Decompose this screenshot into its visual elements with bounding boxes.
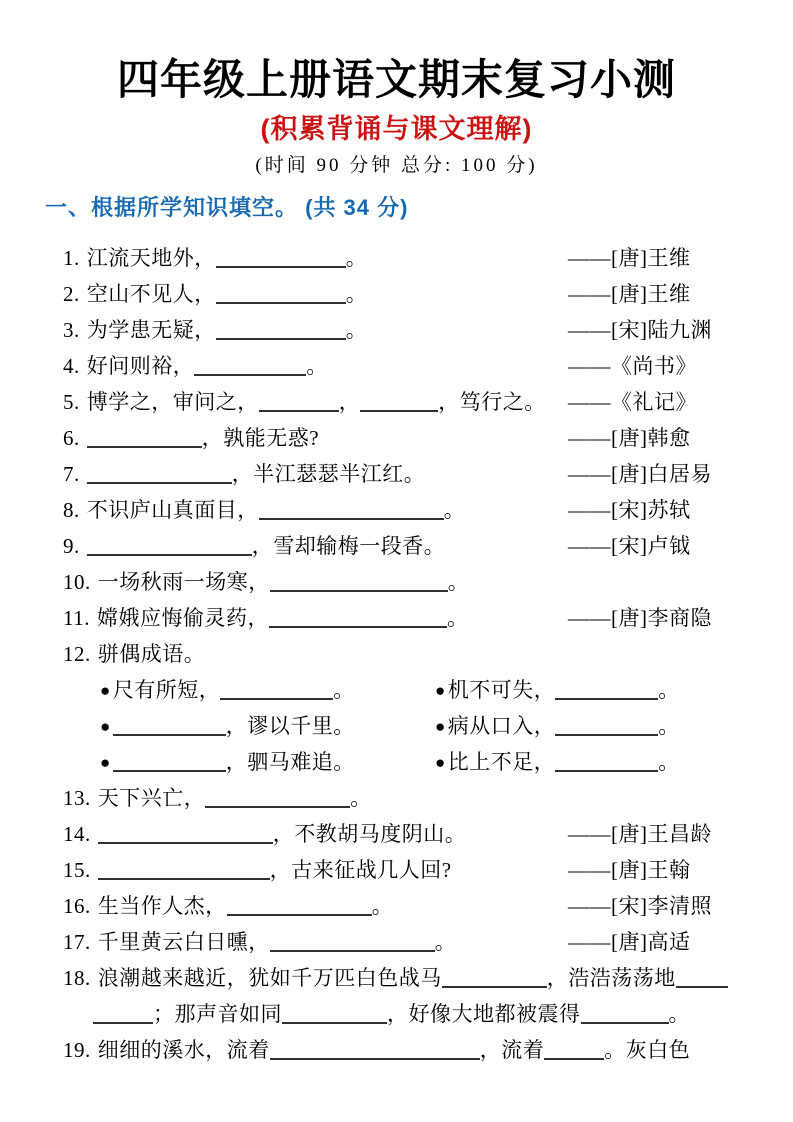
question-number: 5. <box>63 390 80 415</box>
question-number: 13. <box>63 786 91 811</box>
question-text: 。 <box>434 930 457 955</box>
question-row <box>63 348 755 384</box>
answer-blank <box>216 288 346 304</box>
question-row <box>63 492 755 528</box>
answer-blank <box>270 1044 480 1060</box>
bullet-item-left <box>100 744 435 781</box>
answer-blank <box>87 540 252 556</box>
question-author: ——[唐]白居易 <box>568 462 712 487</box>
question-text: 江流天地外， <box>86 246 216 271</box>
question-author: ——[唐]高适 <box>568 930 691 955</box>
question-number: 2. <box>63 282 80 307</box>
question-text: 细细的溪水，流着 <box>97 1038 270 1063</box>
question-row <box>63 816 755 852</box>
question-row <box>63 240 755 276</box>
question-number: 12. <box>63 642 91 667</box>
question-number: 9. <box>63 534 80 559</box>
answer-blank <box>269 612 447 628</box>
question-text: 。 <box>658 714 680 739</box>
question-text: 。 <box>668 1002 690 1027</box>
question-text: 骈偶成语。 <box>97 642 206 667</box>
bullet-item-right <box>435 672 680 709</box>
question-row <box>63 888 755 924</box>
question-text: 。 <box>333 678 355 703</box>
question-text: 。 <box>350 786 372 811</box>
question-text: 为学患无疑， <box>86 318 216 343</box>
answer-blank <box>676 972 728 988</box>
question-text: 。 <box>658 678 680 703</box>
answer-blank <box>93 1008 153 1024</box>
bullet-icon: ● <box>100 717 111 737</box>
question-number: 3. <box>63 318 80 343</box>
question-author: ——[唐]李商隐 <box>568 606 712 631</box>
bullet-row <box>63 708 755 744</box>
answer-blank <box>87 432 202 448</box>
question-text: ，孰能无惑? <box>201 426 320 451</box>
answer-blank <box>259 396 339 412</box>
section-heading: 一、根据所学知识填空。 (共 34 分) <box>45 194 409 220</box>
question-text: ；那声音如同 <box>153 1002 282 1027</box>
bullet-row <box>63 672 755 708</box>
answer-blank <box>216 252 346 268</box>
question-text: 。 <box>443 498 466 523</box>
answer-blank <box>113 756 226 772</box>
question-text: ，古来征战几人回? <box>269 858 452 883</box>
question-row <box>63 564 755 600</box>
question-author: ——[唐]王昌龄 <box>568 822 712 847</box>
answer-blank <box>194 360 306 376</box>
answer-blank <box>442 972 547 988</box>
answer-blank <box>544 1044 604 1060</box>
question-number: 6. <box>63 426 80 451</box>
question-text: 生当作人杰， <box>97 894 227 919</box>
question-row <box>63 1032 755 1068</box>
bullet-item-right <box>435 744 680 781</box>
answer-blank <box>87 468 232 484</box>
question-text: 尺有所短， <box>112 678 221 703</box>
question-row <box>63 780 755 816</box>
question-author: ——[唐]韩愈 <box>568 426 691 451</box>
bullet-item-right <box>435 708 680 745</box>
answer-blank <box>270 936 435 952</box>
question-row <box>63 384 755 420</box>
question-number: 4. <box>63 354 80 379</box>
question-number: 1. <box>63 246 80 271</box>
question-text: ，流着 <box>479 1038 545 1063</box>
question-text: 千里黄云白日曛， <box>97 930 270 955</box>
question-author: ——[宋]陆九渊 <box>568 318 712 343</box>
question-text: 空山不见人， <box>86 282 216 307</box>
bullet-icon: ● <box>435 681 446 701</box>
question-number: 16. <box>63 894 91 919</box>
bullet-icon: ● <box>435 717 446 737</box>
question-text: ，笃行之。 <box>438 390 546 415</box>
question-text: 。 <box>371 894 394 919</box>
page-subtitle: (积累背诵与课文理解) <box>260 114 533 145</box>
question-text: 。 <box>658 750 680 775</box>
answer-blank <box>220 684 333 700</box>
question-text: 嫦娥应悔偷灵药， <box>96 606 269 631</box>
answer-blank <box>227 900 372 916</box>
question-number: 18. <box>63 966 91 991</box>
question-number: 11. <box>63 606 90 631</box>
question-text: 浪潮越来越近，犹如千万匹白色战马 <box>97 966 442 991</box>
question-author: ——[宋]卢钺 <box>568 534 691 559</box>
question-number: 19. <box>63 1038 91 1063</box>
answer-blank <box>555 720 658 736</box>
question-text: 。 <box>446 606 469 631</box>
bullet-icon: ● <box>100 753 111 773</box>
question-author: ——《尚书》 <box>568 354 697 379</box>
question-text: 。灰白色 <box>604 1038 691 1063</box>
answer-blank <box>555 756 658 772</box>
question-text: ，雪却输梅一段香。 <box>251 534 446 559</box>
question-text: 天下兴亡， <box>97 786 206 811</box>
answer-blank <box>282 1008 387 1024</box>
question-number: 15. <box>63 858 91 883</box>
question-row <box>63 600 755 636</box>
question-text: ，浩浩荡荡地 <box>546 966 676 991</box>
answer-blank <box>270 576 448 592</box>
question-text: 。 <box>447 570 470 595</box>
answer-blank <box>205 792 350 808</box>
answer-blank <box>98 828 273 844</box>
question-author: ——[宋]苏轼 <box>568 498 691 523</box>
answer-blank <box>98 864 270 880</box>
bullet-item-left <box>100 708 435 745</box>
answer-blank <box>555 684 658 700</box>
question-text: ，半江瑟瑟半江红。 <box>231 462 426 487</box>
question-row <box>63 276 755 312</box>
question-number: 17. <box>63 930 91 955</box>
answer-blank <box>581 1008 669 1024</box>
question-text: ，驷马难追。 <box>225 750 355 775</box>
answer-blank <box>216 324 346 340</box>
question-text: 。 <box>345 282 368 307</box>
question-author: ——[宋]李清照 <box>568 894 712 919</box>
question-author: ——《礼记》 <box>568 390 697 415</box>
question-text: ，谬以千里。 <box>225 714 355 739</box>
bullet-icon: ● <box>100 681 111 701</box>
question-row <box>63 924 755 960</box>
question-author: ——[唐]王翰 <box>568 858 691 883</box>
answer-blank <box>360 396 438 412</box>
answer-blank <box>113 720 226 736</box>
question-row <box>63 420 755 456</box>
question-text: 病从口入， <box>447 714 556 739</box>
question-row <box>63 528 755 564</box>
question-row <box>63 312 755 348</box>
question-author: ——[唐]王维 <box>568 282 691 307</box>
question-text: ，不教胡马度阴山。 <box>272 822 467 847</box>
question-number: 8. <box>63 498 80 523</box>
answer-blank <box>259 504 444 520</box>
bullet-item-left <box>100 672 435 709</box>
bullet-icon: ● <box>435 753 446 773</box>
question-text: ，好像大地都被震得 <box>387 1002 581 1027</box>
question-number: 10. <box>63 570 91 595</box>
exam-info: (时间 90 分钟 总分: 100 分) <box>255 155 538 177</box>
question-text: 比上不足， <box>447 750 556 775</box>
question-text: 机不可失， <box>447 678 556 703</box>
question-row <box>63 960 755 996</box>
question-text: 好问则裕， <box>86 354 195 379</box>
question-text: 。 <box>345 246 368 271</box>
question-row <box>63 852 755 888</box>
question-text: 。 <box>306 354 328 379</box>
question-text: 。 <box>345 318 368 343</box>
question-row <box>63 996 755 1032</box>
question-text: 博学之，审问之， <box>86 390 259 415</box>
question-row <box>63 456 755 492</box>
question-number: 7. <box>63 462 80 487</box>
question-text: ， <box>338 390 361 415</box>
page-title: 四年级上册语文期末复习小测 <box>116 56 676 103</box>
question-text: 不识庐山真面目， <box>86 498 259 523</box>
bullet-row <box>63 744 755 780</box>
questions-list <box>63 240 755 1068</box>
question-author: ——[唐]王维 <box>568 246 691 271</box>
question-number: 14. <box>63 822 91 847</box>
question-text: 一场秋雨一场寒， <box>97 570 270 595</box>
question-row <box>63 636 755 672</box>
